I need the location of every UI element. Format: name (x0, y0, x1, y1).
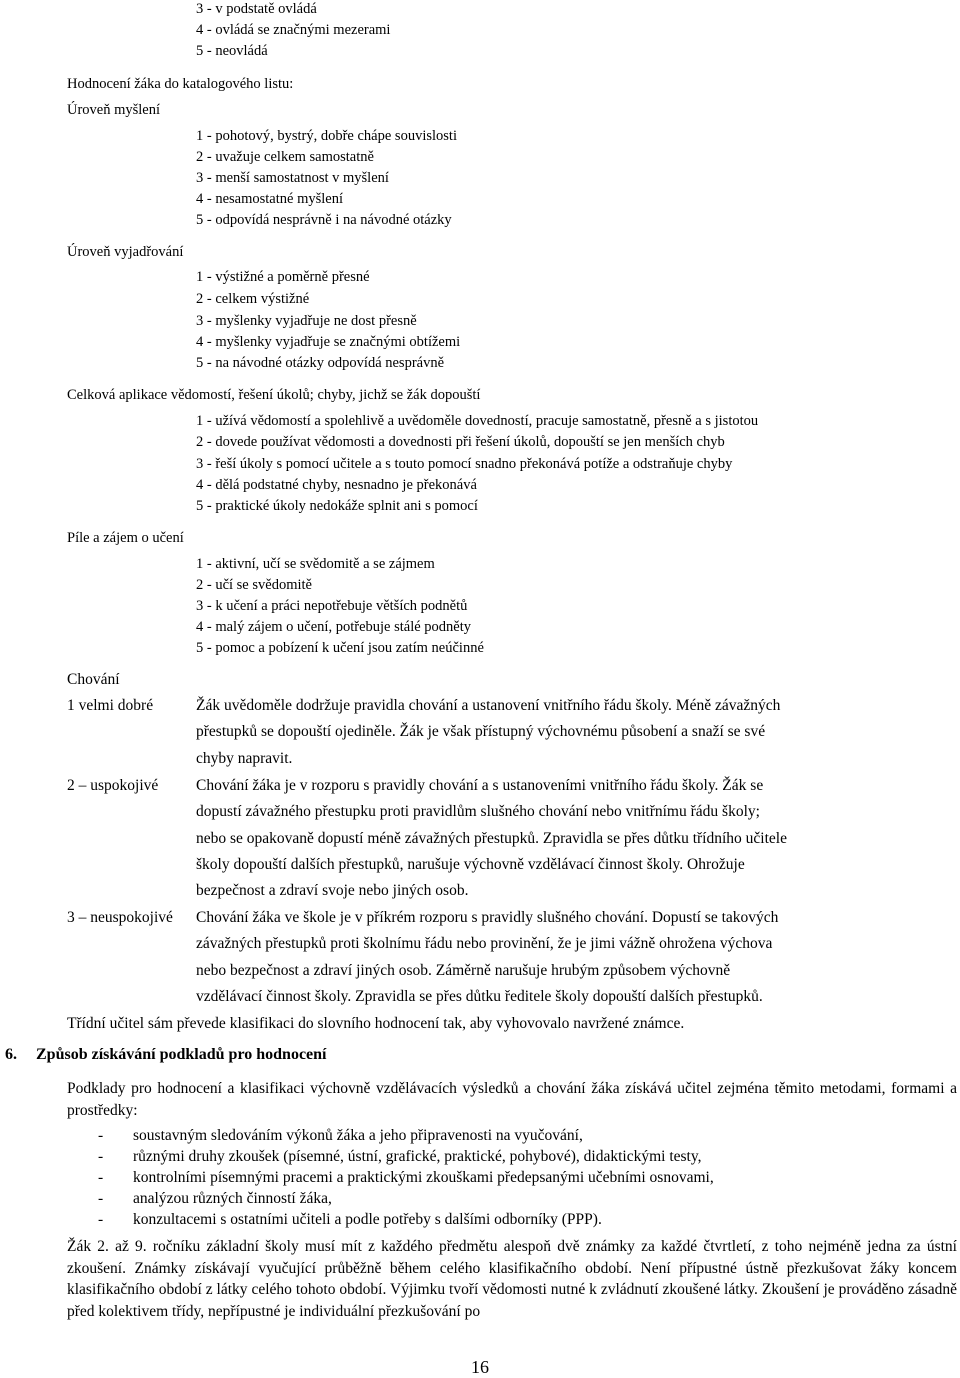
grade-2-line: bezpečnost a zdraví svoje nebo jiných osob. (196, 882, 469, 899)
katalog-heading: Hodnocení žáka do katalogového listu: (67, 76, 294, 92)
bullet-marker: - (98, 1169, 104, 1186)
aplikace-heading: Celková aplikace vědomostí, řešení úkolů; chyby, jichž se žák dopouští (67, 387, 481, 403)
mysleni-item: 5 - odpovídá nesprávně i na návodné otázky (196, 212, 452, 228)
grade-2-line: nebo se opakovaně dopustí méně závažných přestupků. Zpravidla se přes důtku třídního učitele (196, 830, 787, 847)
grade-1-label: 1 velmi dobré (67, 697, 154, 714)
bullet-marker: - (98, 1211, 104, 1228)
mysleni-item: 3 - menší samostatnost v myšlení (196, 170, 389, 186)
mysleni-item: 4 - nesamostatné myšlení (196, 191, 343, 207)
bullet-item: konzultacemi s ostatními učiteli a podle potřeby s dalšími odborníky (PPP). (133, 1211, 602, 1228)
bullet-marker: - (98, 1127, 104, 1144)
aplikace-item: 3 - řeší úkoly s pomocí učitele a s touto pomocí snadno překonává potíže a odstraňuje chyby (196, 456, 733, 472)
chovani-heading: Chování (67, 671, 120, 688)
grade-3-line: závažných přestupků proti školnímu řádu nebo provinění, že je jimi vážně ohrožena výchova (196, 935, 773, 952)
grade-3-line: Chování žáka ve škole je v příkrém rozporu s pravidly slušného chování. Dopustí se takových (196, 909, 779, 926)
vyjadrovani-item: 4 - myšlenky vyjadřuje se značnými obtížemi (196, 334, 461, 350)
section-6-title: Způsob získávání podkladů pro hodnocení (36, 1046, 327, 1063)
aplikace-item: 4 - dělá podstatné chyby, nesnadno je překonává (196, 477, 477, 493)
grade-2-label: 2 – uspokojivé (67, 777, 159, 794)
vyjadrovani-heading: Úroveň vyjadřování (67, 244, 184, 260)
section-6-intro: Podklady pro hodnocení a klasifikaci výchovně vzdělávacích výsledků a chování žáka získává učitel zejména těmito metodami, formami a prostředky: (67, 1080, 957, 1119)
pile-item: 2 - učí se svědomitě (196, 577, 312, 593)
grade-1-line: Žák uvědoměle dodržuje pravidla chování a ustanovení vnitřního řádu školy. Méně závažných (196, 697, 781, 714)
grade-2-line: dopustí závažného přestupku proti pravidlům slušného chování nebo vnitřnímu řádu školy; (196, 803, 760, 820)
mysleni-item: 2 - uvažuje celkem samostatně (196, 149, 374, 165)
top-scale-item-4: 4 - ovládá se značnými mezerami (196, 22, 391, 38)
pile-item: 3 - k učení a práci nepotřebuje větších podnětů (196, 598, 468, 614)
top-scale-item-3: 3 - v podstatě ovládá (196, 1, 317, 17)
grade-3-label: 3 – neuspokojivé (67, 909, 173, 926)
grade-1-line: přestupků se dopouští ojediněle. Žák je však přístupný výchovnému působení a snaží se své (196, 723, 766, 740)
grade-3-line: nebo bezpečnost a zdraví jiných osob. Záměrně narušuje hrubým způsobem výchovně (196, 962, 731, 979)
section-6-closing: Žák 2. až 9. ročníku základní školy musí mít z každého předmětu alespoň dvě známky za každé čtvrtletí, z toho nejméně jedna za ústní zkoušení. Známky získávají vyučující průběžně během celého klasifikačního období. Není přípustné ústně přezkušovat žáky koncem klasifikačního období z látky celého tohoto období. Výjimku tvoří vědomosti nutné k zvládnutí zkoušené látky. Zkoušení je prováděno zásadně před kolektivem třídy, nepřípustné je individuální přezkušování po (67, 1238, 957, 1320)
pile-item: 5 - pomoc a pobízení k učení jsou zatím neúčinné (196, 640, 484, 656)
grade-2-line: školy dopouští dalších přestupků, narušuje výchovně vzdělávací činnost školy. Ohrožuje (196, 856, 745, 873)
vyjadrovani-item: 2 - celkem výstižné (196, 291, 310, 307)
pile-item: 4 - malý zájem o učení, potřebuje stálé podněty (196, 619, 472, 635)
mysleni-heading: Úroveň myšlení (67, 102, 161, 118)
top-scale-item-5: 5 - neovládá (196, 43, 268, 59)
grade-3-line: vzdělávací činnost školy. Zpravidla se přes důtku ředitele školy dopouští dalších přestupků. (196, 988, 763, 1005)
grade-1-line: chyby napravit. (196, 750, 293, 767)
bullet-item: kontrolními písemnými pracemi a praktickými zkouškami předepsanými učebními osnovami, (133, 1169, 714, 1186)
pile-item: 1 - aktivní, učí se svědomitě a se zájmem (196, 556, 435, 572)
page-number: 16 (471, 1357, 489, 1377)
mysleni-item: 1 - pohotový, bystrý, dobře chápe souvislosti (196, 128, 457, 144)
bullet-item: soustavným sledováním výkonů žáka a jeho připravenosti na vyučování, (133, 1127, 583, 1144)
grade-2-line: Chování žáka je v rozporu s pravidly chování a s ustanoveními vnitřního řádu školy. Žák se (196, 777, 764, 794)
bullet-item: různými druhy zkoušek (písemné, ústní, grafické, praktické, pohybové), didaktickými testy, (133, 1148, 702, 1165)
vyjadrovani-item: 3 - myšlenky vyjadřuje ne dost přesně (196, 313, 417, 329)
bullet-marker: - (98, 1190, 104, 1207)
vyjadrovani-item: 5 - na návodné otázky odpovídá nesprávně (196, 355, 445, 371)
bullet-marker: - (98, 1148, 104, 1165)
pile-heading: Píle a zájem o učení (67, 530, 184, 546)
aplikace-item: 2 - dovede používat vědomosti a dovednosti při řešení úkolů, dopouští se jen menších chyb (196, 434, 725, 450)
vyjadrovani-item: 1 - výstižné a poměrně přesné (196, 269, 370, 285)
bullet-item: analýzou různých činností žáka, (133, 1190, 332, 1207)
chovani-note: Třídní učitel sám převede klasifikaci do slovního hodnocení tak, aby vyhovovalo navržené známce. (67, 1015, 685, 1032)
aplikace-item: 1 - užívá vědomostí a spolehlivě a uvědoměle dovedností, pracuje samostatně, přesně a s jistotou (196, 413, 759, 429)
aplikace-item: 5 - praktické úkoly nedokáže splnit ani s pomocí (196, 498, 478, 514)
section-6-number: 6. (5, 1046, 17, 1063)
